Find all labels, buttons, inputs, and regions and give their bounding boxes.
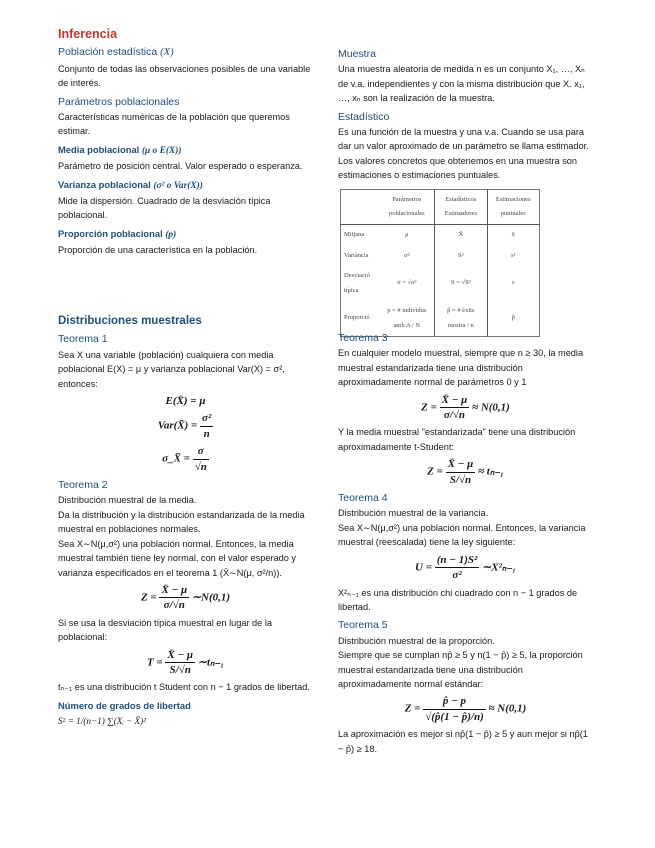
teorema2-line2: Da la distribución y la distribución estandarizada de la media muestral en poblaciones normales. [58, 509, 305, 535]
proporcion-text: Proporción de una característica en la población. [58, 245, 258, 256]
teorema5-line2: Siempre que se cumplan np̂ ≥ 5 y n(1 − p̂) ≥ 5, la proporción muestral estandarizada tiene una distribución aproximadamente normal estándar: [338, 650, 583, 689]
table-header-cell: Estimaciones puntuales [487, 189, 539, 225]
teorema1-eq-expectation: E(X̄) = μ [165, 395, 206, 408]
varianza-symbol: (σ² o Var(X)) [153, 180, 203, 191]
proporcion-heading [58, 227, 313, 242]
eq-denominator: √(p̂(1 − p̂)/n) [425, 710, 484, 723]
teorema1-text: Sea X una variable (población) cualquiera con media poblacional E(X) = μ y varianza poblacional Var(X) = σ², entonces: [58, 349, 285, 389]
eq-numerator: X̄ − μ [446, 457, 476, 472]
teorema2-line1: Distribución muestral de la media. [58, 495, 197, 506]
muestra-text: Una muestra aleatoria de medida n es un conjunto X₁, …, Xₙ de v.a. independientes y con la misma distribución que X. x₁, …, xₙ son la realización de la muestra. [338, 64, 585, 104]
table-cell: σ = √σ² [380, 266, 435, 301]
table-cell: X̄ [435, 225, 487, 246]
teorema4-line2: Sea X∼N(μ,σ²) una población normal. Entonces, la variancia muestral (reescalada) tiene la ley siguiente: [338, 522, 586, 548]
table-cell: μ [380, 225, 435, 246]
eq-denominator: σ/√n [443, 409, 466, 422]
table-cell: p̂ = # èxits mostra / n [435, 301, 487, 336]
inferencia-title: Inferencia [58, 27, 118, 41]
muestra-title: Muestra [338, 48, 376, 60]
teorema4-line3: X²ₙ₋₁ es una distribución chi cuadrado con n − 1 grados de libertad. [338, 587, 578, 612]
eq-numerator: X̄ − μ [165, 648, 195, 663]
eq-fraction [200, 411, 213, 441]
teorema2-eq-z [58, 583, 313, 613]
muestra-section [338, 47, 593, 337]
media-text: Parámetro de posición central. Valor esperado o esperanza. [58, 161, 303, 172]
eq-lhs: Z = [427, 465, 443, 478]
grados-libertad-eq: S² = 1/(n−1) ∑(Xᵢ − X̄)² [58, 716, 146, 727]
table-cell: p̂ [511, 314, 515, 322]
eq-fraction [435, 553, 480, 583]
eq-numerator: σ² [200, 411, 213, 426]
teorema4-line1: Distribución muestral de la variancia. [338, 508, 489, 519]
distribuciones-title: Distribuciones muestrales [58, 315, 202, 327]
poblacion-heading [58, 45, 313, 60]
table-cell: S² [435, 246, 487, 266]
eq-denominator: √n [194, 460, 207, 473]
eq-lhs: Z = [140, 591, 157, 604]
eq-rhs: ≈ N(0,1) [472, 401, 510, 414]
table-cell: Desviació típica [344, 272, 370, 294]
eq-numerator: σ [193, 444, 209, 459]
eq-denominator: n [203, 427, 210, 440]
table-cell: s² [511, 251, 516, 259]
eq-rhs: ∼N(0,1) [191, 591, 231, 604]
proporcion-title: Proporción poblacional [58, 227, 163, 239]
eq-fraction [193, 444, 209, 474]
teorema1-title: Teorema 1 [58, 333, 108, 346]
eq-rhs: ≈ N(0,1) [488, 702, 527, 715]
teorema2-eq-t [58, 648, 313, 678]
table-cell: Proporció [344, 314, 370, 322]
varianza-text: Mide la dispersión. Cuadrado de la desviación típica poblacional. [58, 196, 271, 221]
teorema2-title: Teorema 2 [58, 479, 108, 492]
table-header-cell: Estadísticos Estimadores [435, 189, 487, 225]
parametros-text: Características numéricas de la población que queremos estimar. [58, 112, 290, 137]
eq-denominator: S/√n [449, 473, 472, 486]
teorema4-title: Teorema 4 [338, 492, 388, 505]
teorema3-title: Teorema 3 [338, 332, 388, 344]
proporcion-symbol: (p) [165, 229, 177, 240]
eq-fraction [165, 648, 195, 678]
eq-lhs: Z = [421, 401, 437, 414]
grados-libertad-title: Número de grados de libertad [58, 699, 191, 711]
media-title: Media poblacional [58, 143, 140, 155]
eq-numerator: X̄ − μ [440, 393, 470, 408]
poblacion-symbol: (X) [160, 47, 174, 59]
eq-numerator: X̄ − μ [159, 583, 189, 598]
teorema1-eq-variance [58, 411, 313, 441]
table-cell: Mitjana [344, 231, 365, 239]
media-symbol: (μ o E(X)) [141, 145, 182, 156]
eq-numerator: p̂ − p [423, 694, 486, 709]
eq-lhs: Var(X̄) = [157, 419, 198, 432]
eq-fraction [423, 694, 486, 724]
eq-fraction [440, 393, 470, 423]
teorema3-line2: Y la media muestral "estandarizada" tiene una distribución aproximadamente t-Student: [338, 427, 576, 452]
eq-numerator: (n − 1)S² [435, 553, 480, 568]
eq-fraction [446, 457, 476, 487]
teorema4-eq-u [338, 553, 593, 583]
estadistico-text: Es una función de la muestra y una v.a. Cuando se usa para dar un valor aproximado de un parámetro se llama estimador. Los valores concretos que obtenemos en una muestra son estimaciones o estimaciones puntuales. [338, 127, 589, 181]
eq-rhs: ∼X²ₙ₋₁ [482, 561, 516, 574]
eq-denominator: S/√n [169, 663, 191, 676]
teorema3-line1: En cualquier modelo muestral, siempre que n ≥ 30, la media muestral estandarizada tiene una distribución aproximadamente normal de parámetros 0 y 1 [338, 348, 584, 388]
table-cell: σ² [380, 246, 435, 266]
table-header-row [341, 189, 540, 225]
table-row [341, 225, 540, 246]
table-cell: x̄ [511, 231, 515, 239]
teorema3-eq-z [338, 393, 593, 423]
teoremas-right-section [338, 331, 593, 756]
distribuciones-section [58, 314, 313, 729]
teorema5-line3: La aproximación es mejor si np̂(1 − p̂) ≥ 5 y aun mejor si np̂(1 − p̂) ≥ 18. [338, 729, 588, 754]
teorema1-eq-stddev [58, 444, 313, 474]
teorema2-line5: tₙ₋₁ es una distribución t Student con n − 1 grados de libertad. [58, 682, 310, 693]
varianza-heading [58, 178, 313, 193]
eq-lhs: T = [146, 655, 163, 668]
estimators-table [340, 189, 540, 337]
table-header-cell: Parámetros poblacionales [380, 189, 435, 225]
eq-fraction [159, 583, 189, 613]
inferencia-section [58, 27, 313, 258]
eq-rhs: ≈ tₙ₋₁ [478, 465, 504, 478]
teorema3-eq-t [338, 457, 593, 487]
eq-lhs: σ_X̄ = [162, 452, 190, 465]
table-cell: S = √S² [435, 266, 487, 301]
eq-denominator: σ/√n [163, 599, 185, 612]
table-cell: s [511, 279, 515, 287]
teorema5-line1: Distribución muestral de la proporción. [338, 635, 495, 646]
table-row [341, 246, 540, 266]
eq-denominator: σ² [452, 569, 462, 582]
parametros-title: Parámetros poblacionales [58, 95, 180, 108]
table-cell: p = # individus amb A / N [380, 301, 435, 336]
eq-lhs: Z = [404, 702, 421, 715]
teorema2-line3: Sea X∼N(μ,σ²) una población normal. Entonces, la media muestral también tiene ley normal, con el valor esperado y varianza especificados en el teorema 1 (X̄∼N(μ, σ²/n)). [58, 538, 296, 578]
teorema5-eq-z [338, 694, 593, 724]
table-cell: Variància [344, 251, 369, 259]
poblacion-title: Población estadística [58, 46, 158, 59]
table-header-cell [341, 189, 380, 225]
poblacion-text: Conjunto de todas las observaciones posibles de una variable de interés. [58, 63, 311, 89]
media-heading [58, 143, 313, 158]
varianza-title: Varianza poblacional [58, 178, 151, 190]
eq-rhs: ∼tₙ₋₁ [197, 655, 225, 668]
eq-lhs: U = [415, 561, 433, 574]
teorema2-line4: Si se usa la desviación típica muestral en lugar de la poblacional: [58, 617, 272, 643]
table-row [341, 266, 540, 301]
teorema5-title: Teorema 5 [338, 619, 388, 632]
estadistico-title: Estadístico [338, 110, 390, 123]
